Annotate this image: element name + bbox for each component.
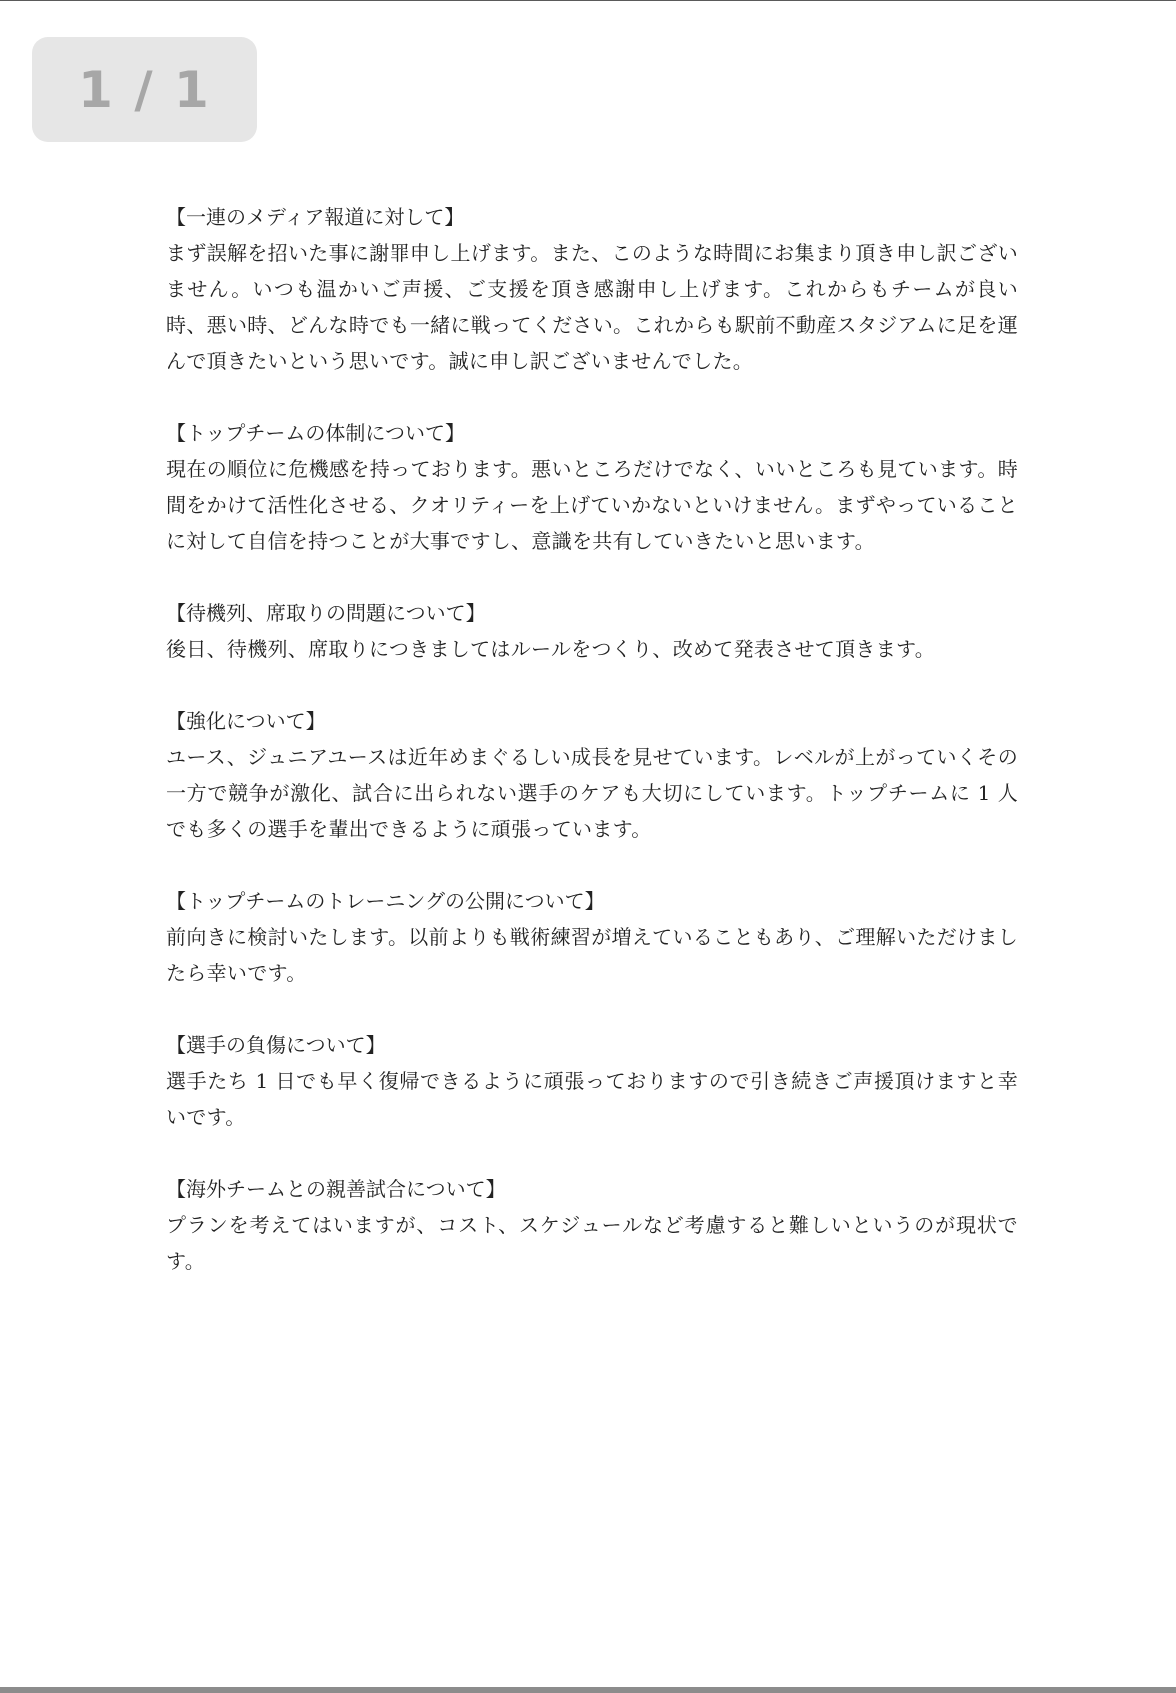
section-heading: 【一連のメディア報道に対して】 — [166, 205, 465, 229]
section-heading: 【選手の負傷について】 — [166, 1033, 386, 1057]
top-border — [0, 0, 1176, 1]
section-body: まず誤解を招いた事に謝罪申し上げます。また、このような時間にお集まり頂き申し訳ございません。いつも温かいご声援、ご支援を頂き感謝申し上げます。これからもチームが良い時、悪い時、どんな時でも一緒に戦ってください。これからも駅前不動産スタジアムに足を運んで頂きたいという思いです。誠に申し訳ございませんでした。 — [166, 241, 1018, 373]
section-media-reports — [166, 199, 1018, 379]
section-heading: 【海外チームとの親善試合について】 — [166, 1177, 506, 1201]
section-top-team-structure — [166, 415, 1018, 559]
section-body: 後日、待機列、席取りにつきましてはルールをつくり、改めて発表させて頂きます。 — [166, 637, 935, 661]
section-training-public — [166, 883, 1018, 991]
section-overseas-friendly — [166, 1171, 1018, 1279]
section-heading: 【強化について】 — [166, 709, 326, 733]
page-indicator: 1 / 1 — [32, 37, 257, 142]
section-strengthening — [166, 703, 1018, 847]
section-body: 選手たち 1 日でも早く復帰できるように頑張っておりますので引き続きご声援頂けますと幸いです。 — [166, 1069, 1018, 1129]
section-heading: 【待機列、席取りの問題について】 — [166, 601, 486, 625]
section-heading: 【トップチームのトレーニングの公開について】 — [166, 889, 605, 913]
section-queue-seats — [166, 595, 1018, 667]
section-body: プランを考えてはいますが、コスト、スケジュールなど考慮すると難しいというのが現状です。 — [166, 1213, 1018, 1273]
section-heading: 【トップチームの体制について】 — [166, 421, 465, 445]
document-body — [166, 199, 1018, 1315]
section-body: 前向きに検討いたします。以前よりも戦術練習が増えていることもあり、ご理解いただけましたら幸いです。 — [166, 925, 1018, 985]
section-body: 現在の順位に危機感を持っております。悪いところだけでなく、いいところも見ています。時間をかけて活性化させる、クオリティーを上げていかないといけません。まずやっていることに対して自信を持つことが大事ですし、意識を共有していきたいと思います。 — [166, 457, 1018, 553]
section-body: ユース、ジュニアユースは近年めまぐるしい成長を見せています。レベルが上がっていくその一方で競争が激化、試合に出られない選手のケアも大切にしています。トップチームに 1 人でも多くの選手を輩出できるように頑張っています。 — [166, 745, 1018, 841]
section-player-injuries — [166, 1027, 1018, 1135]
bottom-border — [0, 1687, 1176, 1693]
